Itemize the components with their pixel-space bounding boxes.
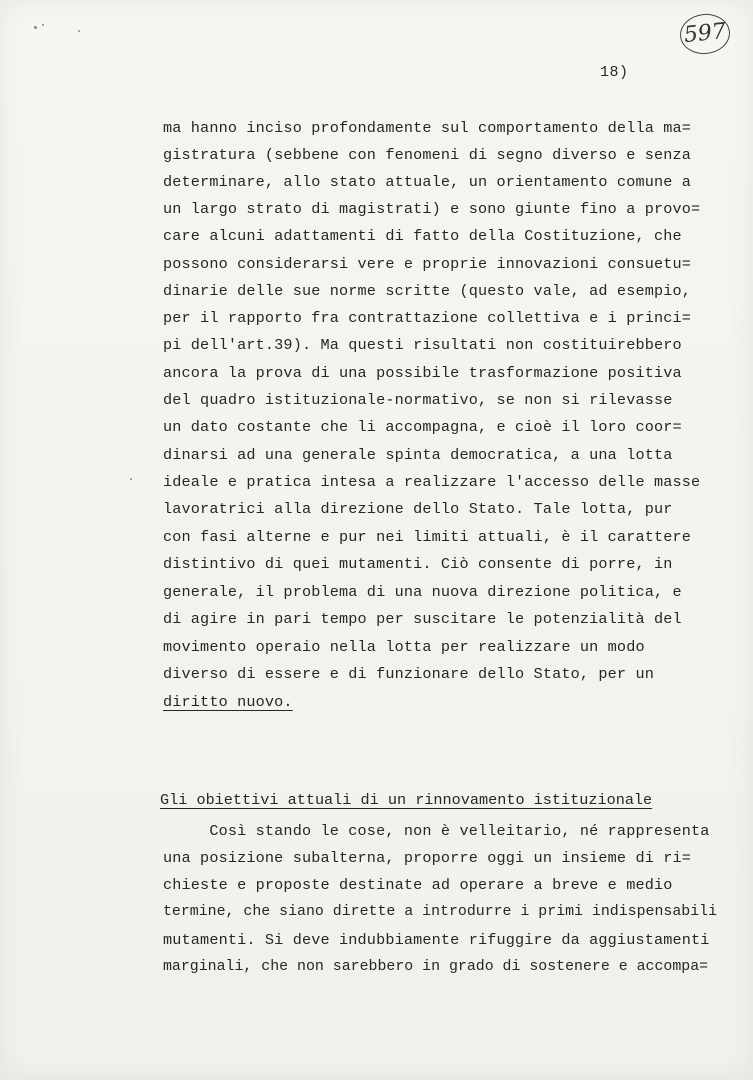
text-line: marginali, che non sarebbero in grado di sostenere e accompa= xyxy=(163,959,709,975)
scan-speck xyxy=(34,26,37,29)
text-line: gistratura (sebbene con fenomeni di segno diverso e senza xyxy=(163,146,692,164)
text-line: per il rapporto fra contrattazione collettiva e i princi= xyxy=(163,309,692,327)
text-line: ancora la prova di una possibile trasformazione positiva xyxy=(163,364,682,382)
text-line: diverso di essere e di funzionare dello Stato, per un xyxy=(163,665,654,683)
text-line: con fasi alterne e pur nei limiti attuali, è il carattere xyxy=(163,528,692,546)
text-line-underlined: diritto nuovo. xyxy=(163,693,293,711)
page-number: 18) xyxy=(600,64,629,81)
text-line: pi dell'art.39). Ma questi risultati non costituirebbero xyxy=(163,336,682,354)
text-line: di agire in pari tempo per suscitare le potenzialità del xyxy=(163,610,682,628)
scan-speck xyxy=(130,478,132,480)
text-line: un largo strato di magistrati) e sono giunte fino a provo= xyxy=(163,200,701,218)
archive-number-stamp: 597 xyxy=(678,11,732,56)
text-line: movimento operaio nella lotta per realizzare un modo xyxy=(163,638,645,656)
text-line: generale, il problema di una nuova direzione politica, e xyxy=(163,583,682,601)
text-line: ma hanno inciso profondamente sul comportamento della ma= xyxy=(163,119,692,137)
text-line: ideale e pratica intesa a realizzare l'accesso delle masse xyxy=(163,473,701,491)
text-line: dinarsi ad una generale spinta democratica, a una lotta xyxy=(163,446,673,464)
text-line: Così stando le cose, non è velleitario, né rappresenta xyxy=(163,822,710,840)
scan-speck xyxy=(78,30,80,32)
text-line: termine, che siano dirette a introdurre i primi indispensabili xyxy=(163,904,718,920)
text-line: mutamenti. Si deve indubbiamente rifuggire da aggiustamenti xyxy=(163,931,710,949)
text-line: lavoratrici alla direzione dello Stato. Tale lotta, pur xyxy=(163,500,673,518)
text-line: una posizione subalterna, proporre oggi un insieme di ri= xyxy=(163,849,692,867)
text-line: determinare, allo stato attuale, un orientamento comune a xyxy=(163,173,692,191)
text-line: dinarie delle sue norme scritte (questo vale, ad esempio, xyxy=(163,282,692,300)
text-line: care alcuni adattamenti di fatto della Costituzione, che xyxy=(163,227,682,245)
text-line: possono considerarsi vere e proprie innovazioni consuetu= xyxy=(163,255,692,273)
scan-speck xyxy=(42,24,44,26)
text-line: del quadro istituzionale-normativo, se non si rilevasse xyxy=(163,391,673,409)
text-line: distintivo di quei mutamenti. Ciò consente di porre, in xyxy=(163,555,673,573)
section-heading: Gli obiettivi attuali di un rinnovamento istituzionale xyxy=(160,791,653,809)
text-line: chieste e proposte destinate ad operare a breve e medio xyxy=(163,876,673,894)
text-line: un dato costante che li accompagna, e cioè il loro coor= xyxy=(163,418,682,436)
